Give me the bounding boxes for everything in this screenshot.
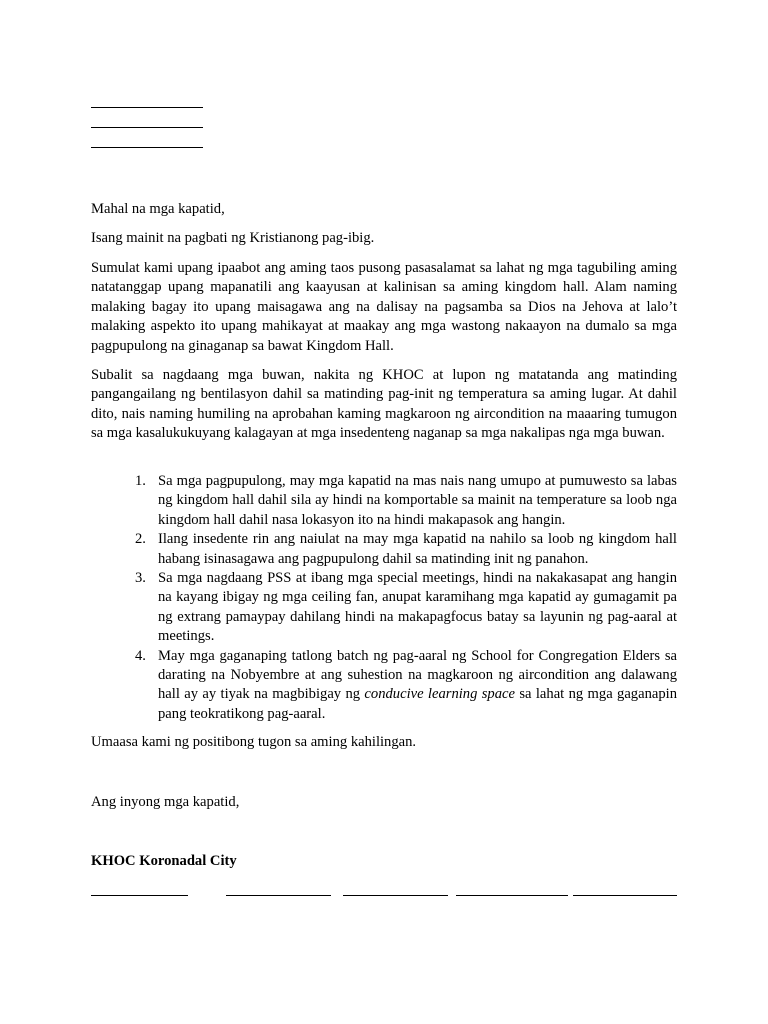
list-item-text: Sa mga nagdaang PSS at ibang mga special meetings, hindi na nakakasapat ang hangin na kayang ibigay ng mga ceiling fan, anupat karamihang mga kapatid ay gumagamit pa ng extrang pamaypay dahilang hindi na makapagfocus batay sa layunin ng pag-aaral at meetings. <box>158 570 677 645</box>
salutation: Mahal na mga kapatid, <box>91 201 225 217</box>
list-item <box>91 530 677 569</box>
address-line-2 <box>91 127 203 128</box>
list-item-text: Sa mga pagpupulong, may mga kapatid na mas nais nang umupo at pumuwesto sa labas ng kingdom hall dahil sila ay hindi na komportable sa mainit na temperature sa loob nga kingdom hall dahil nasa lokasyon ito na hindi makapasok ang hangin. <box>158 473 677 528</box>
list-item-number: 2. <box>135 531 146 548</box>
closing: Ang inyong mga kapatid, <box>91 794 240 810</box>
list-item-text-part: May mga gaganaping tatlong batch ng pag-aaral ng School for Congregation Elders sa darating na Nobyembre at ang suhestion na magkaroon ng aircondition ang dalawang hall ay ay tiyak na magbibigay ng <box>158 647 677 703</box>
list-item-text-part: sa lahat ng mga gaganapin pang teokratikong pag-aaral. <box>158 686 678 722</box>
signature-line-4 <box>456 895 568 896</box>
greeting: Isang mainit na pagbati ng Kristianong pag-ibig. <box>91 230 375 246</box>
signature-line-2 <box>226 895 331 896</box>
list-item-number: 1. <box>135 473 146 489</box>
list-item-text-italic: conducive learning space <box>364 686 515 703</box>
reasons-list <box>91 472 677 724</box>
list-item-number: 4. <box>135 647 146 664</box>
body-paragraph-2: Subalit sa nagdaang mga buwan, nakita ng KHOC at lupon ng matatanda ang matinding pangangailang ng bentilasyon dahil sa matinding pag-init ng temperatura sa aming lugar. At dahil dito, nais naming humiling na aprobahan kaming magkaroon ng aircondition na maaaring tumugon sa mga kasalukukuyang kalagayan at mga insedenteng naganap sa mga nakalipas nga mga buwan. <box>91 367 677 442</box>
closing-hope: Umaasa kami ng positibong tugon sa aming kahilingan. <box>91 734 417 750</box>
address-line-3 <box>91 147 203 148</box>
address-line-1 <box>91 107 203 108</box>
signature-line-1 <box>91 895 188 896</box>
list-item <box>91 472 677 530</box>
list-item-text: Ilang insedente rin ang naiulat na may mga kapatid na nahilo sa loob ng kingdom hall habang isinasagawa ang pagpupulong dahil sa matinding init ng panahon. <box>158 531 677 567</box>
signature-line-5 <box>573 895 677 896</box>
list-item-number: 3. <box>135 570 146 587</box>
body-paragraph-1: Sumulat kami upang ipaabot ang aming taos pusong pasasalamat sa lahat ng mga tagubiling aming natatanggap upang mapanatili ang kaayusan at kalinisan sa aming kingdom hall. Alam naming malaking bagay ito upang maisagawa ang na dalisay na pagsamba sa Dios na Jehova at lalo’t malaking aspekto ito upang mahikayat at maakay ang mga wastong nakaayon na dumalo sa mga pagpupulong na ginaganap sa bawat Kingdom Hall. <box>91 260 677 354</box>
list-item <box>91 647 677 725</box>
signatory: KHOC Koronadal City <box>91 853 237 869</box>
signature-line-3 <box>343 895 448 896</box>
list-item <box>91 569 677 647</box>
